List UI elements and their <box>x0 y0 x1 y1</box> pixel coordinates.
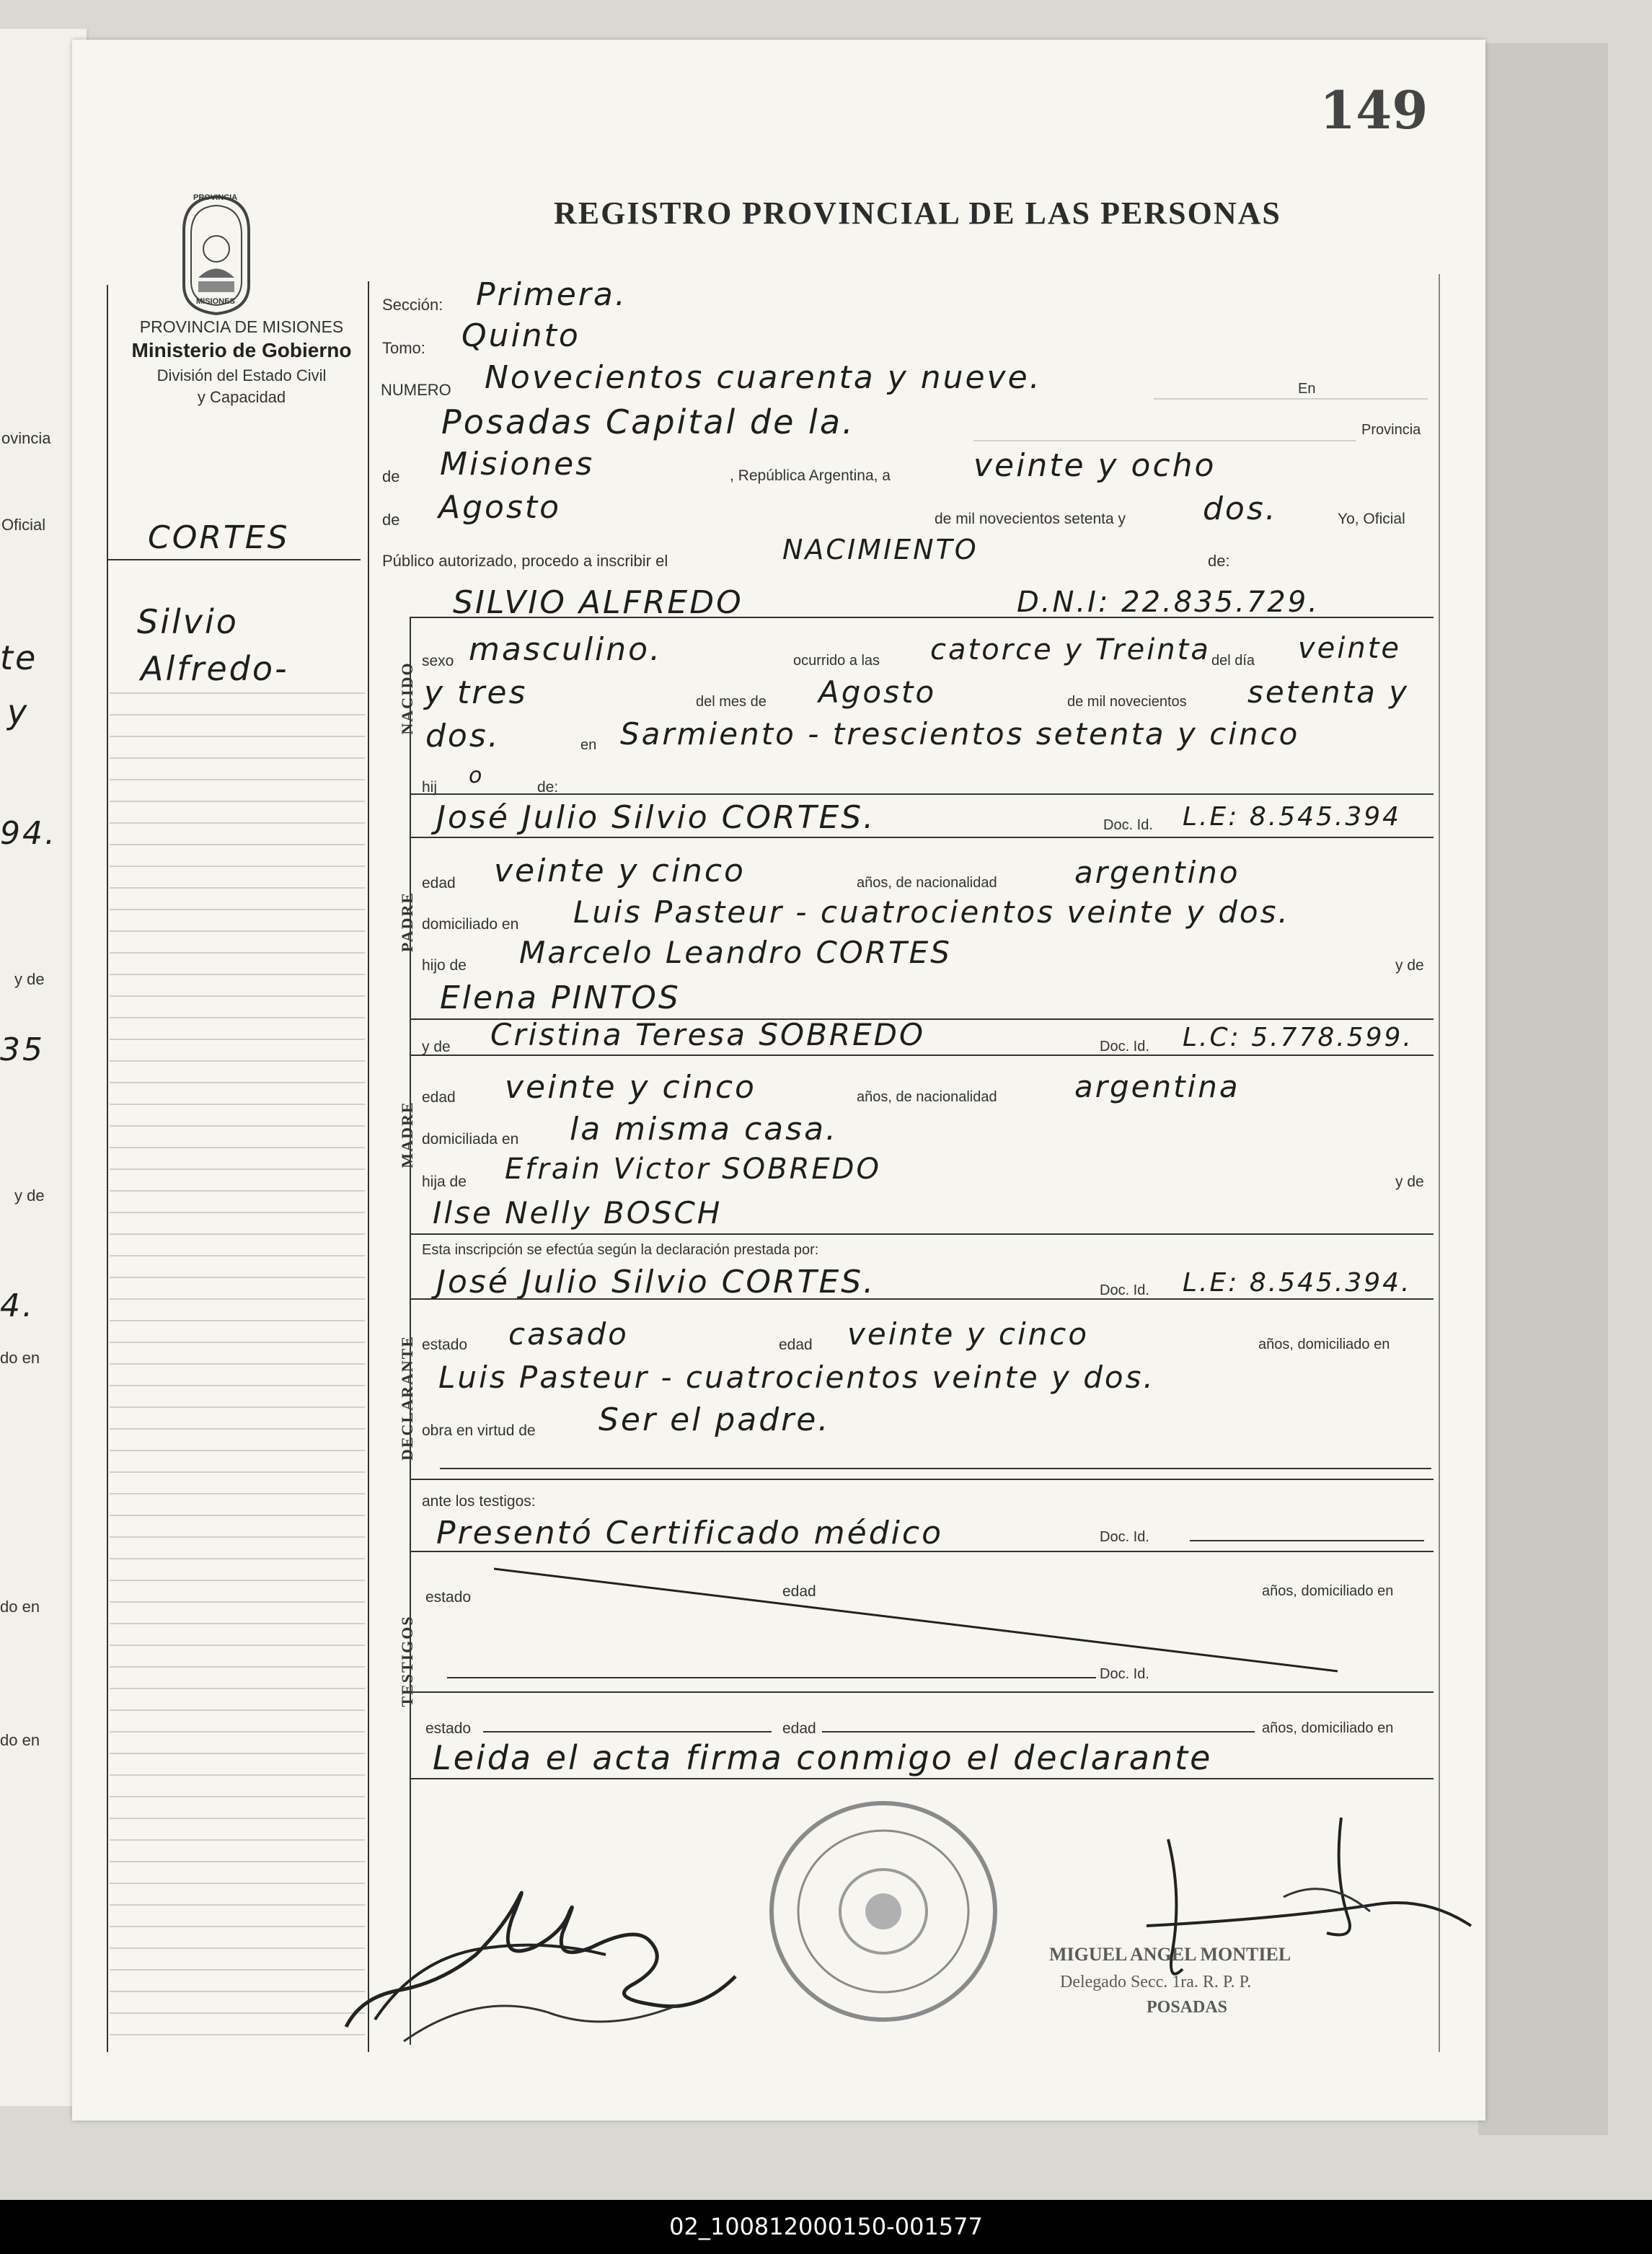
madre-hija-de-label: hija de <box>422 1174 467 1190</box>
page-right-border <box>1439 274 1440 2052</box>
oficial-label: Yo, Oficial <box>1338 511 1405 527</box>
testigos-ante-label: ante los testigos: <box>422 1493 536 1510</box>
margin-rule-line <box>110 822 365 824</box>
padre-nac-label: años, de nacionalidad <box>857 875 997 891</box>
page-number: 149 <box>1320 79 1428 141</box>
margin-rule-line <box>110 692 365 694</box>
declarante-name: José Julio Silvio CORTES. <box>436 1264 876 1300</box>
fill-line <box>1154 398 1428 400</box>
margin-rule-line <box>110 1601 365 1603</box>
margin-given-name-2: Alfredo- <box>141 649 289 688</box>
margin-rule-line <box>110 1320 365 1321</box>
margin-rule-line <box>110 1493 365 1494</box>
padre-nac-value: argentino <box>1074 855 1240 890</box>
margin-rule-line <box>110 1839 365 1841</box>
margin-surname: CORTES <box>148 519 290 556</box>
official-stamp-title: Delegado Secc. 1ra. R. P. P. <box>1060 1973 1252 1991</box>
hijo-suffix: o <box>469 763 485 788</box>
margin-rule-line <box>110 1969 365 1971</box>
child-name-rule <box>410 617 1434 618</box>
margin-rule-line <box>110 1623 365 1624</box>
left-fragment: do en <box>0 1349 40 1367</box>
witness-2-edad-label: edad <box>782 1720 816 1737</box>
left-fragment: 94. <box>0 815 57 852</box>
margin-rule-line <box>110 1298 365 1300</box>
padre-section-label: PADRE <box>398 891 416 953</box>
image-id-caption: 02_100812000150-001577 <box>669 2213 983 2240</box>
sexo-label: sexo <box>422 653 454 669</box>
madre-y-de-label: y de <box>1395 1174 1424 1190</box>
en-label: En <box>1298 381 1316 397</box>
madre-dom-value: la misma casa. <box>570 1111 839 1148</box>
margin-rule-line <box>110 779 365 780</box>
margin-rule-line <box>110 1104 365 1105</box>
margin-rule-line <box>110 1536 365 1538</box>
official-round-stamp <box>764 1796 1002 2027</box>
margin-rule-line <box>110 1082 365 1083</box>
margin-rule-line <box>110 1709 365 1711</box>
witness-2-dom-label: años, domiciliado en <box>1262 1720 1394 1736</box>
dia-label: del día <box>1211 653 1255 669</box>
madre-y-de-label: y de <box>422 1039 451 1055</box>
declarante-rule <box>410 1479 1434 1480</box>
seal-top-text: PROVINCIA <box>193 193 238 202</box>
child-dni: D.N.I: 22.835.729. <box>1017 586 1320 619</box>
left-fragment: te <box>0 638 38 677</box>
margin-rule-line <box>110 736 365 737</box>
padre-name: José Julio Silvio CORTES. <box>436 799 876 836</box>
margin-rule-line <box>110 1212 365 1213</box>
margin-left-border <box>107 285 108 2052</box>
witness-2-doc-rule <box>447 1677 1096 1678</box>
tomo-value: Quinto <box>461 317 580 354</box>
margin-rule-line <box>110 1753 365 1754</box>
margin-rule-line <box>110 1277 365 1278</box>
witness-2-doc-label: Doc. Id. <box>1100 1666 1149 1682</box>
margin-rule-line <box>110 1558 365 1559</box>
left-fragment: y de <box>14 1187 45 1205</box>
org-division-1: División del Estado Civil <box>156 366 327 384</box>
margin-rule-line <box>110 1039 365 1040</box>
madre-edad-value: veinte y cinco <box>505 1069 756 1106</box>
margin-rule-line <box>110 1818 365 1819</box>
margin-rule-line <box>110 1645 365 1646</box>
padre-dom-label: domiciliado en <box>422 916 519 933</box>
hijo-label: hij <box>422 779 438 796</box>
madre-edad-label: edad <box>422 1089 456 1106</box>
mes-label: del mes de <box>696 694 767 710</box>
margin-given-name-1: Silvio <box>137 602 239 641</box>
left-fragment: y <box>7 692 30 731</box>
margin-rule-line <box>110 1904 365 1906</box>
left-fragment: 35 <box>0 1031 45 1068</box>
de-label: de <box>382 467 400 485</box>
madre-dom-label: domiciliada en <box>422 1131 519 1148</box>
margin-rule-line <box>110 1688 365 1689</box>
publico-label: Público autorizado, procedo a inscribir el <box>382 552 668 570</box>
witness-1-rule <box>410 1551 1434 1552</box>
madre-doc-value: L.C: 5.778.599. <box>1183 1023 1413 1052</box>
witness-1-strike-line <box>490 1565 1442 1673</box>
margin-rule-line <box>110 1190 365 1192</box>
padre-father-of: Marcelo Leandro CORTES <box>519 935 952 970</box>
declarante-edad-label: edad <box>779 1337 813 1353</box>
madre-father-of: Efrain Victor SOBREDO <box>505 1153 881 1186</box>
numero-label: NUMERO <box>381 381 451 399</box>
de2-label: de <box>382 511 400 529</box>
left-fragment: Oficial <box>1 516 46 534</box>
act-value: NACIMIENTO <box>782 534 979 565</box>
official-stamp-place: POSADAS <box>1147 1998 1228 2017</box>
madre-nac-label: años, de nacionalidad <box>857 1089 997 1105</box>
margin-rule-line <box>110 1774 365 1776</box>
madre-section-label: MADRE <box>398 1101 416 1168</box>
day-value: veinte y ocho <box>973 447 1216 484</box>
margin-rule-line <box>110 1991 365 1992</box>
child-name: SILVIO ALFREDO <box>453 584 743 621</box>
margin-rule-line <box>110 1428 365 1430</box>
tomo-label: Tomo: <box>382 339 425 357</box>
margin-rule-line <box>110 1017 365 1018</box>
left-fragment: 4. <box>0 1287 35 1324</box>
madre-doc-label: Doc. Id. <box>1100 1039 1149 1055</box>
margin-rule-line <box>110 801 365 802</box>
fill-line <box>973 440 1356 441</box>
margin-rule-line <box>110 930 365 932</box>
witness-2-edad-rule <box>822 1731 1255 1733</box>
seccion-value: Primera. <box>476 276 627 313</box>
seal-bottom-text: MISIONES <box>196 297 235 306</box>
margin-rule-line <box>110 1060 365 1062</box>
witness-1-edad-label: edad <box>782 1583 816 1600</box>
dia-value-2: y tres <box>424 674 528 711</box>
page-title: REGISTRO PROVINCIAL DE LAS PERSONAS <box>554 195 1281 231</box>
anio-value-2: dos. <box>425 718 500 754</box>
margin-rule-line <box>110 1255 365 1256</box>
declarante-obra-value: Ser el padre. <box>598 1401 831 1438</box>
sexo-value: masculino. <box>469 631 663 668</box>
margin-rule-line <box>110 866 365 867</box>
padre-name-rule <box>410 837 1434 838</box>
margin-rule-line <box>110 1450 365 1451</box>
declarante-intro-label: Esta inscripción se efectúa según la declaración prestada por: <box>422 1242 819 1258</box>
madre-name-rule <box>410 1055 1434 1056</box>
madre-mother-of: Ilse Nelly BOSCH <box>433 1195 723 1231</box>
margin-rule-line <box>110 2034 365 2035</box>
witness-1: Presentó Certificado médico <box>436 1515 943 1551</box>
padre-y-de-label: y de <box>1395 957 1424 974</box>
declarante-doc-label: Doc. Id. <box>1100 1282 1149 1298</box>
margin-rule-line <box>110 1147 365 1148</box>
witness-2-estado-label: estado <box>425 1720 472 1737</box>
margin-rule-line <box>110 1385 365 1386</box>
padre-edad-value: veinte y cinco <box>494 853 746 889</box>
declarante-doc-value: L.E: 8.545.394. <box>1183 1268 1412 1298</box>
margin-rule-line <box>110 1168 365 1170</box>
declarante-obra-rule <box>440 1468 1431 1469</box>
margin-rule-line <box>110 952 365 954</box>
dia-value: veinte <box>1298 632 1402 665</box>
declarant-signature <box>332 1846 764 2063</box>
org-ministry: Ministerio de Gobierno <box>131 339 352 361</box>
left-fragment: y de <box>14 970 45 988</box>
witness-1-doc-label: Doc. Id. <box>1100 1529 1149 1545</box>
nacido-section-label: NACIDO <box>398 661 416 735</box>
year-value: dos. <box>1203 490 1278 527</box>
witness-1-dom-label: años, domiciliado en <box>1262 1583 1394 1599</box>
madre-rule <box>410 1233 1434 1235</box>
declarante-dom-label: años, domiciliado en <box>1258 1337 1390 1352</box>
declarante-name-rule <box>410 1298 1434 1300</box>
left-fragment: do en <box>0 1731 40 1749</box>
margin-rule-line <box>110 1406 365 1408</box>
margin-rule-line <box>110 1947 365 1949</box>
lugar-en-label: en <box>580 737 597 753</box>
margin-rule-line <box>110 974 365 975</box>
official-signature <box>1139 1810 1485 2012</box>
padre-doc-label: Doc. Id. <box>1103 817 1153 833</box>
margin-rule-line <box>110 1666 365 1668</box>
declarante-dom-value: Luis Pasteur - cuatrocientos veinte y dos. <box>438 1360 1155 1395</box>
margin-rule-line <box>110 1125 365 1127</box>
margin-rule-line <box>110 1515 365 1516</box>
margin-rule-line <box>110 2012 365 2014</box>
padre-dom-value: Luis Pasteur - cuatrocientos veinte y dos. <box>573 894 1290 930</box>
margin-rule-line <box>110 995 365 997</box>
left-fragment: ovincia <box>1 429 51 447</box>
lugar-value: Sarmiento - trescientos setenta y cinco <box>620 716 1300 752</box>
margin-rule-line <box>110 1861 365 1862</box>
madre-name: Cristina Teresa SOBREDO <box>490 1017 926 1052</box>
margin-rule-line <box>110 1471 365 1473</box>
margin-rule-line <box>110 714 365 716</box>
org-province: PROVINCIA DE MISIONES <box>139 317 344 336</box>
hijo-de-label: de: <box>537 779 559 796</box>
margin-rule-line <box>110 1926 365 1927</box>
testigos-section-label: TESTIGOS <box>398 1615 416 1707</box>
nacido-rule <box>410 793 1434 795</box>
margin-rule-line <box>110 1342 365 1343</box>
padre-hijo-de-label: hijo de <box>422 957 467 974</box>
official-stamp-name: MIGUEL ANGEL MONTIEL <box>1049 1944 1291 1965</box>
month-value: Agosto <box>438 489 562 526</box>
margin-rule-line <box>110 887 365 889</box>
margin-rule-line <box>110 1731 365 1733</box>
margin-rule-line <box>110 757 365 759</box>
closing-rule <box>410 1778 1434 1779</box>
padre-doc-value: L.E: 8.545.394 <box>1183 802 1402 832</box>
provincia-label: Provincia <box>1361 422 1421 438</box>
anio-value: setenta y <box>1247 674 1410 710</box>
org-division-2: y Capacidad <box>197 388 286 406</box>
declarante-obra-label: obra en virtud de <box>422 1422 536 1439</box>
anio-label: de mil novecientos <box>1067 694 1187 710</box>
declarante-estado-value: casado <box>508 1316 629 1352</box>
margin-rule-line <box>110 1580 365 1581</box>
mes-value: Agosto <box>818 674 937 710</box>
declarante-edad-value: veinte y cinco <box>847 1316 1090 1352</box>
seccion-label: Sección: <box>382 296 443 314</box>
madre-nac-value: argentina <box>1074 1069 1240 1104</box>
margin-rule-line <box>110 1796 365 1797</box>
margin-rule-line <box>110 909 365 910</box>
hora-value: catorce y Treinta <box>930 633 1211 666</box>
year-label: de mil novecientos setenta y <box>935 511 1126 527</box>
declarante-section-label: DECLARANTE <box>398 1334 416 1461</box>
place-value: Posadas Capital de la. <box>441 402 855 441</box>
witness-2-estado-rule <box>483 1731 772 1733</box>
padre-mother-of: Elena PINTOS <box>440 979 681 1016</box>
ocurrido-label: ocurrido a las <box>793 653 880 669</box>
margin-rule-line <box>110 1363 365 1365</box>
margin-surname-underline <box>108 559 361 560</box>
witness-1-doc-rule <box>1190 1540 1424 1541</box>
padre-edad-label: edad <box>422 875 456 892</box>
province-value: Misiones <box>440 446 595 483</box>
margin-rule-line <box>110 844 365 845</box>
margin-right-border <box>368 281 369 2052</box>
book-cover-edge <box>1478 43 1608 2135</box>
witness-1-estado-label: estado <box>425 1589 472 1606</box>
republica-label: , República Argentina, a <box>730 467 891 484</box>
left-fragment: do en <box>0 1598 40 1616</box>
de3-label: de: <box>1208 552 1230 570</box>
numero-value: Novecientos cuarenta y nueve. <box>485 359 1042 396</box>
margin-rule-line <box>110 1883 365 1884</box>
margin-rule-line <box>110 1233 365 1235</box>
closing-text: Leida el acta firma conmigo el declarante <box>433 1738 1213 1777</box>
declarante-estado-label: estado <box>422 1337 468 1353</box>
witness-2-rule <box>410 1691 1434 1693</box>
